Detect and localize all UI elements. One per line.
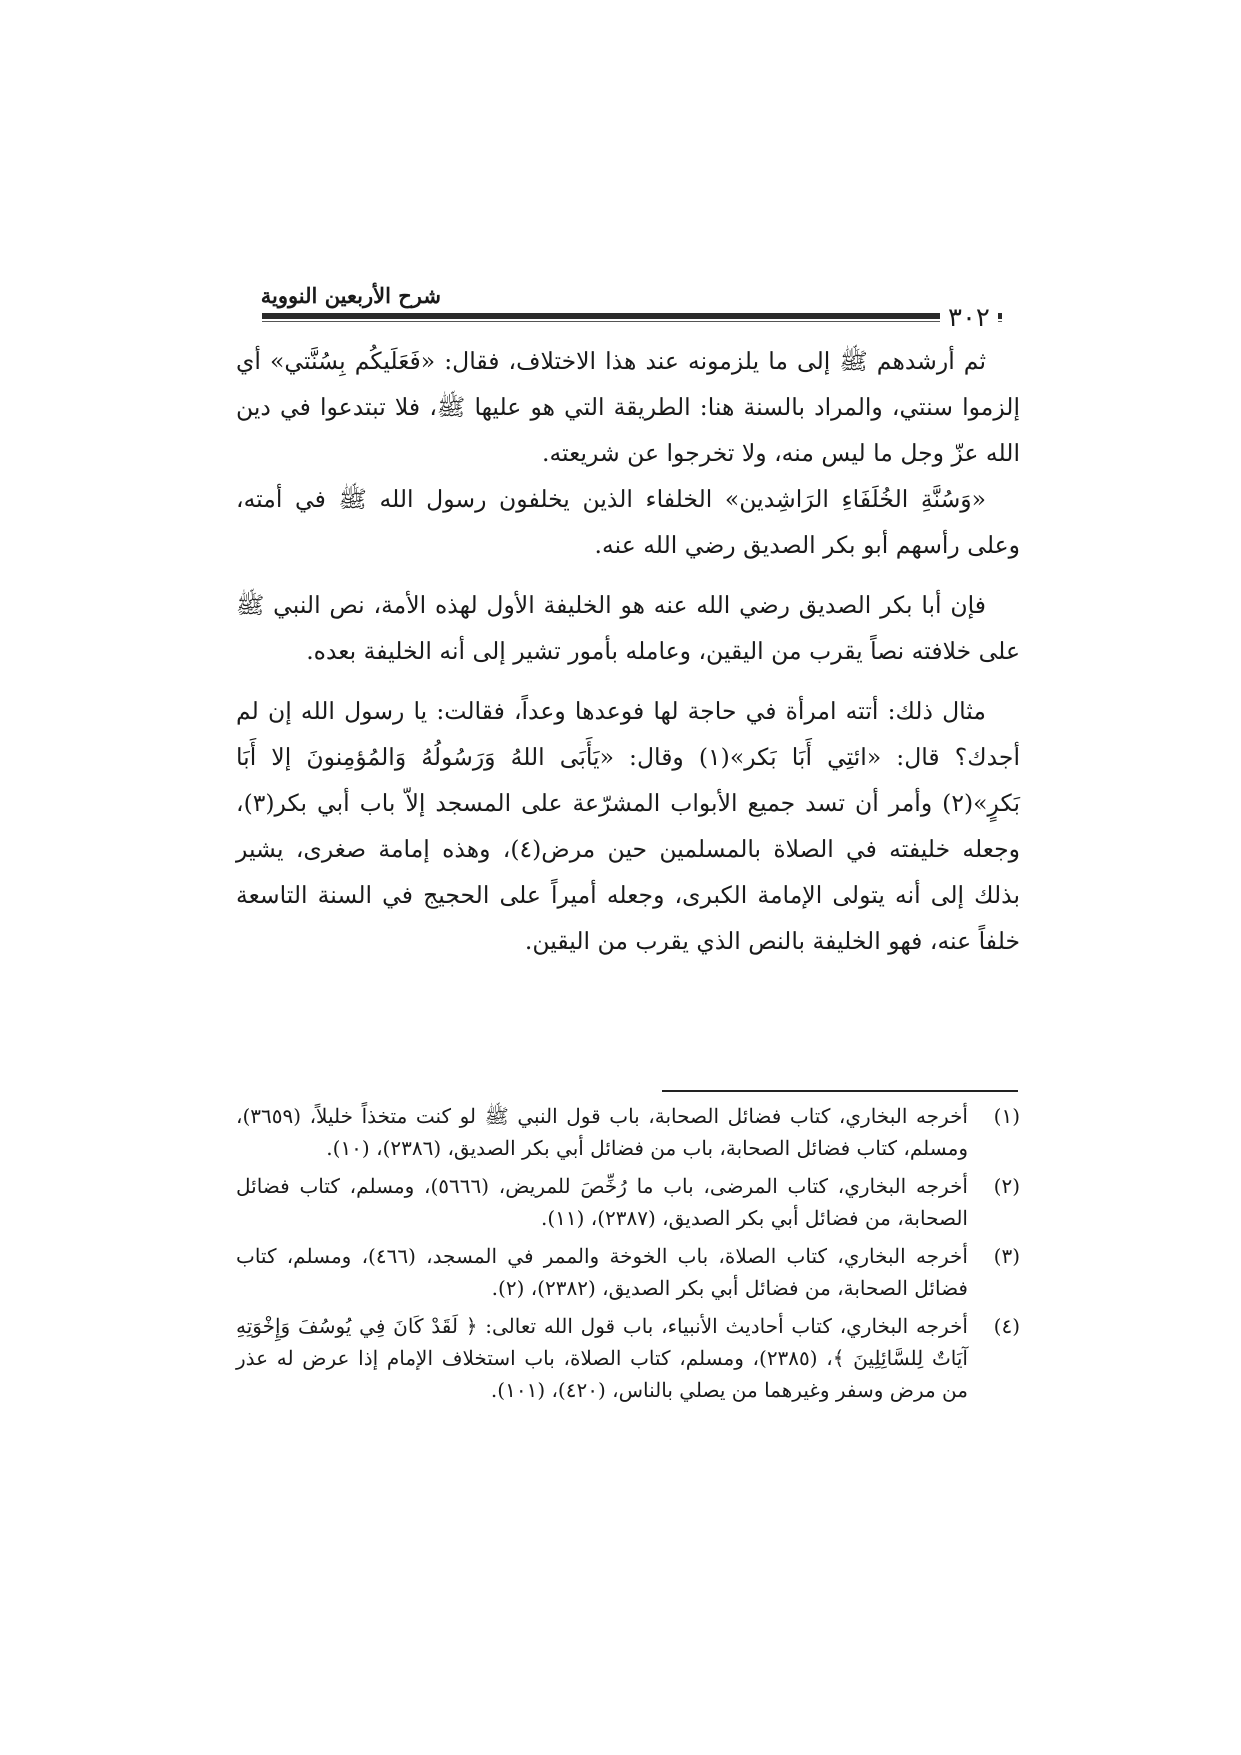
footnote: [236, 1240, 1020, 1304]
footnote-number: (٣): [993, 1244, 1020, 1268]
footnote: [236, 1100, 1020, 1164]
header-rule-thin: [262, 321, 1002, 322]
paragraph: مثال ذلك: أتته امرأة في حاجة لها فوعدها وعداً، فقالت: يا رسول الله إن لم أجدك؟ قال: «ائتِي أَبَا بَكر»(١) وقال: «يَأَبَى اللهُ وَرَسُولُهُ وَالمُؤمِنونَ إلا أَبَا بَكرٍ»(٢) وأمر أن تسد جميع الأبواب المشرّعة على المسجد إلاّ باب أبي بكر(٣)، وجعله خليفته في الصلاة بالمسلمين حين مرض(٤)، وهذه إمامة صغرى، يشير بذلك إلى أنه يتولى الإمامة الكبرى، وجعله أميراً على الحجيج في السنة التاسعة خلفاً عنه، فهو الخليفة بالنص الذي يقرب من اليقين.: [236, 697, 1020, 955]
footnote-number: (٢): [993, 1174, 1020, 1198]
footnote-rule: [662, 1090, 1018, 1092]
paragraph: فإن أبا بكر الصديق رضي الله عنه هو الخليفة الأول لهذه الأمة، نص النبي ﷺ على خلافته نصاً يقرب من اليقين، وعامله بأمور تشير إلى أنه الخليفة بعده.: [236, 591, 1020, 665]
footnote-number: (١): [993, 1104, 1020, 1128]
page-number: ٣٠٢: [940, 303, 998, 333]
body-text: [236, 338, 1020, 964]
footnote-text: أخرجه البخاري، كتاب الصلاة، باب الخوخة والممر في المسجد، (٤٦٦)، ومسلم، كتاب فضائل الصحابة، من فضائل أبي بكر الصديق، (٢٣٨٢)، (٢).: [236, 1244, 968, 1300]
footnote-text: أخرجه البخاري، كتاب المرضى، باب ما رُخِّصَ للمريض، (٥٦٦٦)، ومسلم، كتاب فضائل الصحابة، من فضائل أبي بكر الصديق، (٢٣٨٧)، (١١).: [236, 1174, 968, 1230]
footnote: [236, 1310, 1020, 1406]
paragraph: «وَسُنَّةِ الخُلَفَاءِ الرَاشِدين» الخلفاء الذين يخلفون رسول الله ﷺ في أمته، وعلى رأسهم أبو بكر الصديق رضي الله عنه.: [236, 485, 1020, 559]
footnote-text: أخرجه البخاري، كتاب فضائل الصحابة، باب قول النبي ﷺ لو كنت متخذاً خليلاً، (٣٦٥٩)، ومسلم، كتاب فضائل الصحابة، باب من فضائل أبي بكر الصديق، (٢٣٨٦)، (١٠).: [236, 1104, 968, 1160]
paragraph: ثم أرشدهم ﷺ إلى ما يلزمونه عند هذا الاختلاف، فقال: «فَعَلَيكُم بِسُنَّتي» أي إلزموا سنتي، والمراد بالسنة هنا: الطريقة التي هو عليها ﷺ، فلا تبتدعوا في دين الله عزّ وجل ما ليس منه، ولا تخرجوا عن شريعته.: [236, 347, 1020, 467]
footnote-number: (٤): [993, 1314, 1020, 1338]
header-rule: [262, 313, 1002, 319]
footnotes: [236, 1100, 1020, 1412]
running-title: شرح الأربعين النووية: [260, 283, 441, 308]
footnote: [236, 1170, 1020, 1234]
footnote-text: أخرجه البخاري، كتاب أحاديث الأنبياء، باب قول الله تعالى: ﴿ لَقَدْ كَانَ فِي يُوسُفَ وَإِخْوَتِهِ آيَاتٌ لِلسَّائِلِينَ ﴾، (٢٣٨٥)، ومسلم، كتاب الصلاة، باب استخلاف الإمام إذا عرض له عذر من مرض وسفر وغيرهما من يصلي بالناس، (٤٢٠)، (١٠١).: [236, 1314, 968, 1402]
